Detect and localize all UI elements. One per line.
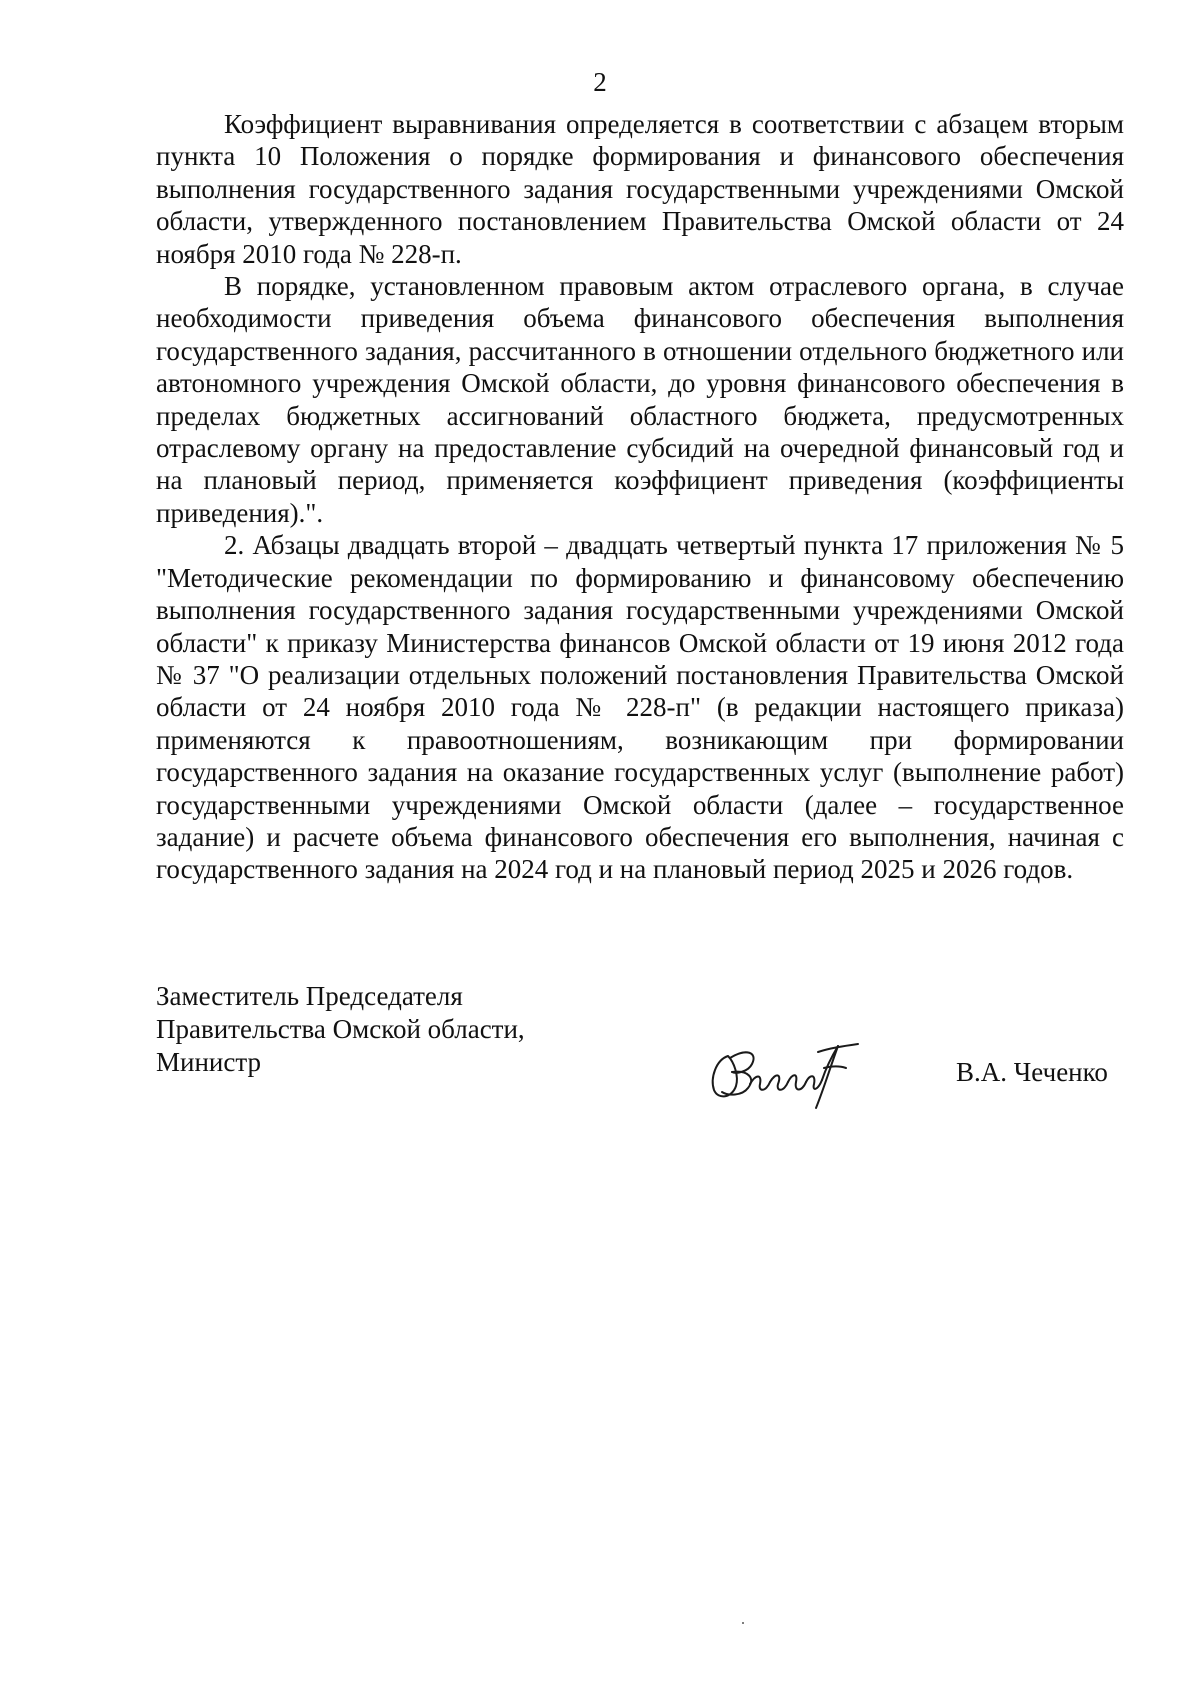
signatory-title <box>156 980 525 1079</box>
signatory-title-line-3: Министр <box>156 1047 261 1077</box>
signatory-title-line-1: Заместитель Председателя <box>156 981 463 1011</box>
handwritten-signature <box>706 1038 862 1110</box>
page-number: 2 <box>593 67 607 97</box>
signer-name: В.А. Чеченко <box>956 1057 1108 1087</box>
paragraph-2: В порядке, установленном правовым актом отраслевого органа, в случае необходимости приведения объема финансового обеспечения выполнения государственного задания, рассчитанного в отношении отдельного бюджетного или автономного учреждения Омской области, до уровня финансового обеспечения в пределах бюджетных ассигнований областного бюджета, предусмотренных отраслевому органу на предоставление субсидий на очередной финансовый год и на плановый период, применяется коэффициент приведения (коэффициенты приведения).". <box>156 271 1124 528</box>
signatory-title-line-2: Правительства Омской области, <box>156 1014 525 1044</box>
paragraph-1: Коэффициент выравнивания определяется в соответствии с абзацем вторым пункта 10 Положения о порядке формирования и финансового обеспечения выполнения государственного задания государственными учреждениями Омской области, утвержденного постановлением Правительства Омской области от 24 ноября 2010 года № 228-п. <box>156 109 1124 269</box>
scan-speck <box>742 1622 744 1624</box>
paragraph-3: 2. Абзацы двадцать второй – двадцать четвертый пункта 17 приложения № 5 "Методические рекомендации по формированию и финансовому обеспечению выполнения государственного задания государственными учреждениями Омской области" к приказу Министерства финансов Омской области от 19 июня 2012 года № 37 "О реализации отдельных положений постановления Правительства Омской области от 24 ноября 2010 года № 228-п" (в редакции настоящего приказа) применяются к правоотношениям, возникающим при формировании государственного задания на оказание государственных услуг (выполнение работ) государственными учреждениями Омской области (далее – государственное задание) и расчете объема финансового обеспечения его выполнения, начиная с государственного задания на 2024 год и на плановый период 2025 и 2026 годов. <box>156 530 1124 885</box>
document-body <box>156 108 1124 886</box>
